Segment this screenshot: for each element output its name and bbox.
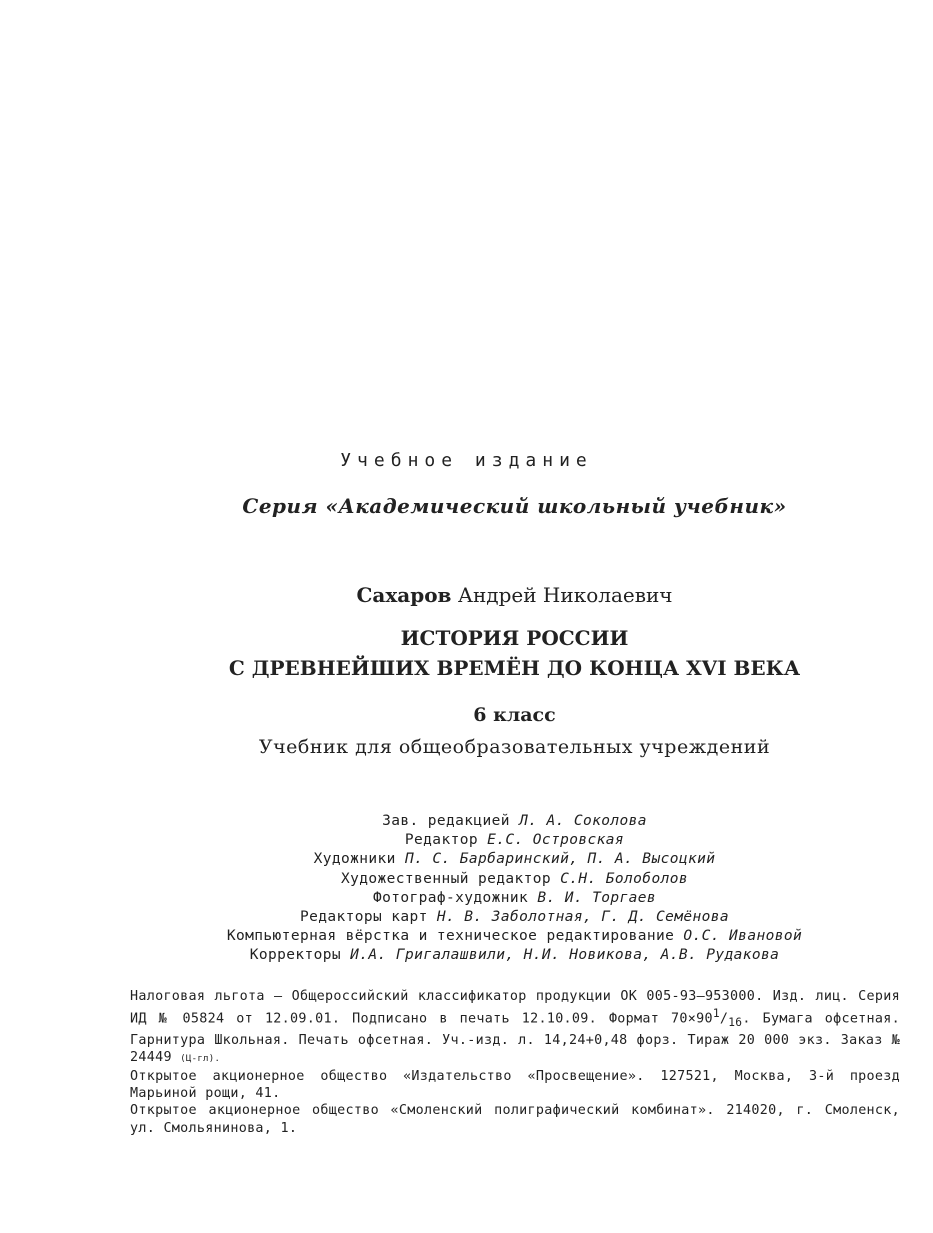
credit-role: Компьютерная вёрстка и техническое редактирование — [226, 928, 675, 945]
credit-names: В. И. Торгаев — [537, 889, 657, 906]
imprint-publication-details: Налоговая льгота — Общероссийский классификатор продукции ОК 005-93—953000. Изд. лиц. Серия ИД № 05824 от 12.09.01. Подписано в печать 12.10.09. Формат $70\times 90^1/_{16}$. Бумага офсетная. Гарнитура Школьная. Печать офсетная. Уч.-изд. л. 14,24+0,48 форз. Тираж 20 000 экз. Заказ № 24449 (Ц-гл). — [130, 989, 900, 1065]
format-fraction-denominator: 16 — [728, 1016, 743, 1030]
credit-names: П. С. Барбаринский, П. А. Высоцкий — [404, 851, 716, 868]
credit-names: О.С. Ивановой — [683, 928, 803, 945]
credit-line — [48, 927, 933, 946]
author-surname: Сахаров — [356, 583, 452, 607]
credit-names: Н. В. Заболотная, Г. Д. Семёнова — [436, 909, 730, 926]
credit-line — [48, 850, 933, 869]
book-title-line-1: ИСТОРИЯ РОССИИ — [400, 626, 629, 650]
credit-names: Е.С. Островская — [487, 832, 625, 849]
credit-names: С.Н. Болоболов — [560, 870, 688, 887]
book-subtitle: Учебник для общеобразовательных учреждений — [258, 736, 771, 758]
credit-role: Художники — [313, 851, 396, 868]
credit-role: Корректоры — [249, 947, 342, 964]
credit-role: Художественный редактор — [341, 870, 551, 887]
credits-block — [48, 812, 933, 966]
imprint-printer: Открытое акционерное общество «Смоленский полиграфический комбинат». 214020, г. Смоленск, ул. Смольянинова, 1. — [130, 1103, 900, 1136]
order-note: (Ц-гл). — [180, 1053, 221, 1064]
imprint-block — [130, 988, 900, 1137]
book-title-line-2: С ДРЕВНЕЙШИХ ВРЕМЁН ДО КОНЦА XVI ВЕКА — [228, 656, 801, 680]
credit-line — [48, 889, 933, 908]
credit-line — [48, 908, 933, 927]
imprint-text: . Бумага офсетная. Гарнитура Школьная. Печать офсетная. Уч.-изд. л. 14,24+0,48 форз. Тираж 20 000 экз. Заказ № 24449 — [130, 1011, 900, 1065]
author-given-name: Андрей Николаевич — [457, 583, 673, 607]
edition-type: Учебное издание — [340, 450, 593, 471]
credit-role: Редактор — [404, 832, 478, 849]
credit-role: Фотограф-художник — [372, 889, 529, 906]
grade-label: 6 класс — [473, 704, 556, 726]
format-fraction-numerator: 1 — [712, 1007, 720, 1021]
credit-names: Л. А. Соколова — [519, 813, 647, 829]
author-line — [48, 583, 933, 607]
credit-line — [48, 946, 933, 965]
credit-names: И.А. Григалашвили, Н.И. Новикова, А.В. Рудакова — [350, 947, 780, 964]
credit-line — [48, 870, 933, 889]
series-title: Серия «Академический школьный учебник» — [242, 494, 787, 518]
credit-line — [48, 831, 933, 850]
credit-line — [48, 812, 933, 831]
credit-role: Редакторы карт — [299, 909, 428, 926]
imprint-publisher: Открытое акционерное общество «Издательство «Просвещение». 127521, Москва, 3-й проезд Марьиной рощи, 41. — [130, 1068, 900, 1102]
imprint-text: Налоговая льгота — Общероссийский классификатор продукции ОК 005-93—953000. Изд. лиц. Серия ИД № 05824 от 12.09.01. Подписано в печать 12.10.09. Формат 70×90 — [130, 989, 900, 1027]
credit-role: Зав. редакцией — [382, 813, 510, 829]
